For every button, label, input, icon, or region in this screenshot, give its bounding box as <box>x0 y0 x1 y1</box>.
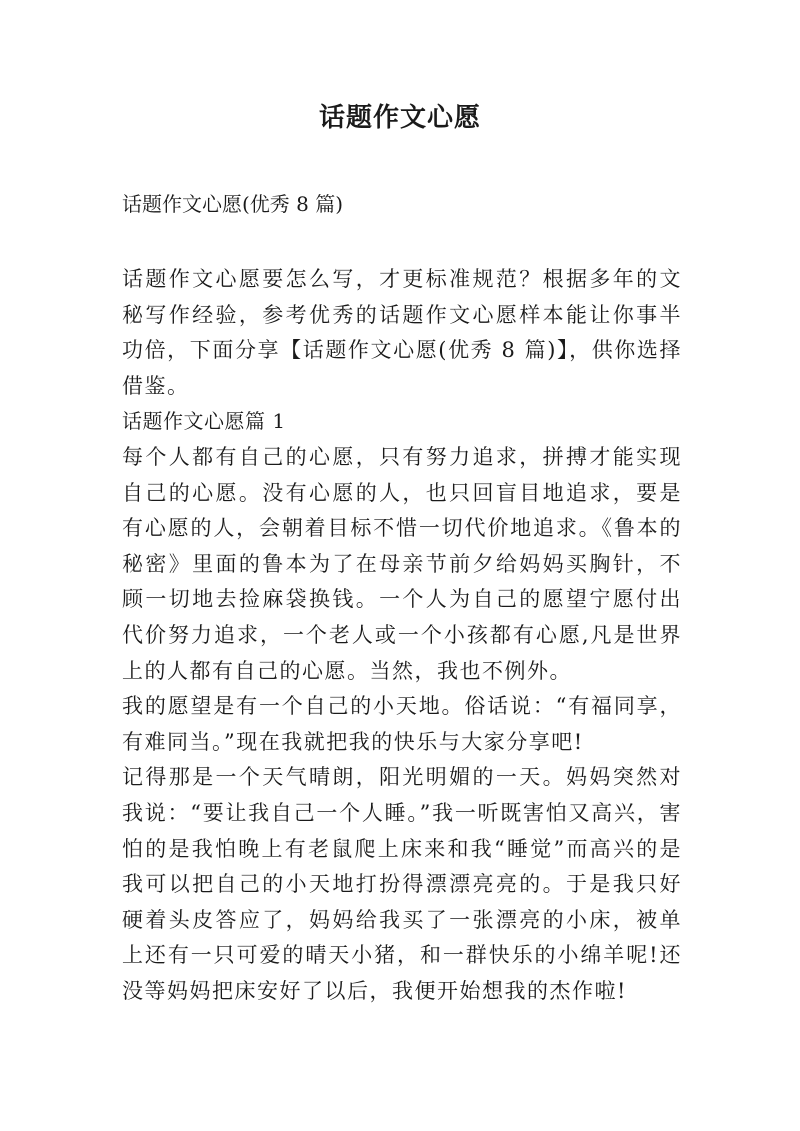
document-title: 话题作文心愿 <box>318 103 481 133</box>
section-heading: 话题作文心愿篇 1 <box>122 409 286 434</box>
body-paragraph: 我的愿望是有一个自己的小天地。俗话说：“有福同享，有难同当。”现在我就把我的快乐与大家分享吧! <box>122 694 682 754</box>
body-paragraph: 每个人都有自己的心愿，只有努力追求，拼搏才能实现自己的心愿。没有心愿的人，也只回盲目地追求，要是有心愿的人，会朝着目标不惜一切代价地追求。《鲁本的秘密》里面的鲁本为了在母亲节前夕给妈妈买胸针，不顾一切地去捡麻袋换钱。一个人为自己的愿望宁愿付出代价努力追求，一个老人或一个小孩都有心愿,凡是世界上的人都有自己的心愿。当然，我也不例外。 <box>122 444 682 683</box>
document-subtitle: 话题作文心愿(优秀 8 篇) <box>122 192 344 216</box>
document-body <box>122 262 682 1009</box>
intro-paragraph: 话题作文心愿要怎么写，才更标准规范？根据多年的文秘写作经验，参考优秀的话题作文心愿样本能让你事半功倍，下面分享【话题作文心愿(优秀 8 篇)】，供你选择借鉴。 <box>122 267 682 398</box>
body-paragraph: 记得那是一个天气晴朗，阳光明媚的一天。妈妈突然对我说：“要让我自己一个人睡。”我一听既害怕又高兴，害怕的是我怕晚上有老鼠爬上床来和我“睡觉”而高兴的是我可以把自己的小天地打扮得漂漂亮亮的。于是我只好硬着头皮答应了，妈妈给我买了一张漂亮的小床，被单上还有一只可爱的晴天小猪，和一群快乐的小绵羊呢!还没等妈妈把床安好了以后，我便开始想我的杰作啦! <box>122 765 682 1003</box>
